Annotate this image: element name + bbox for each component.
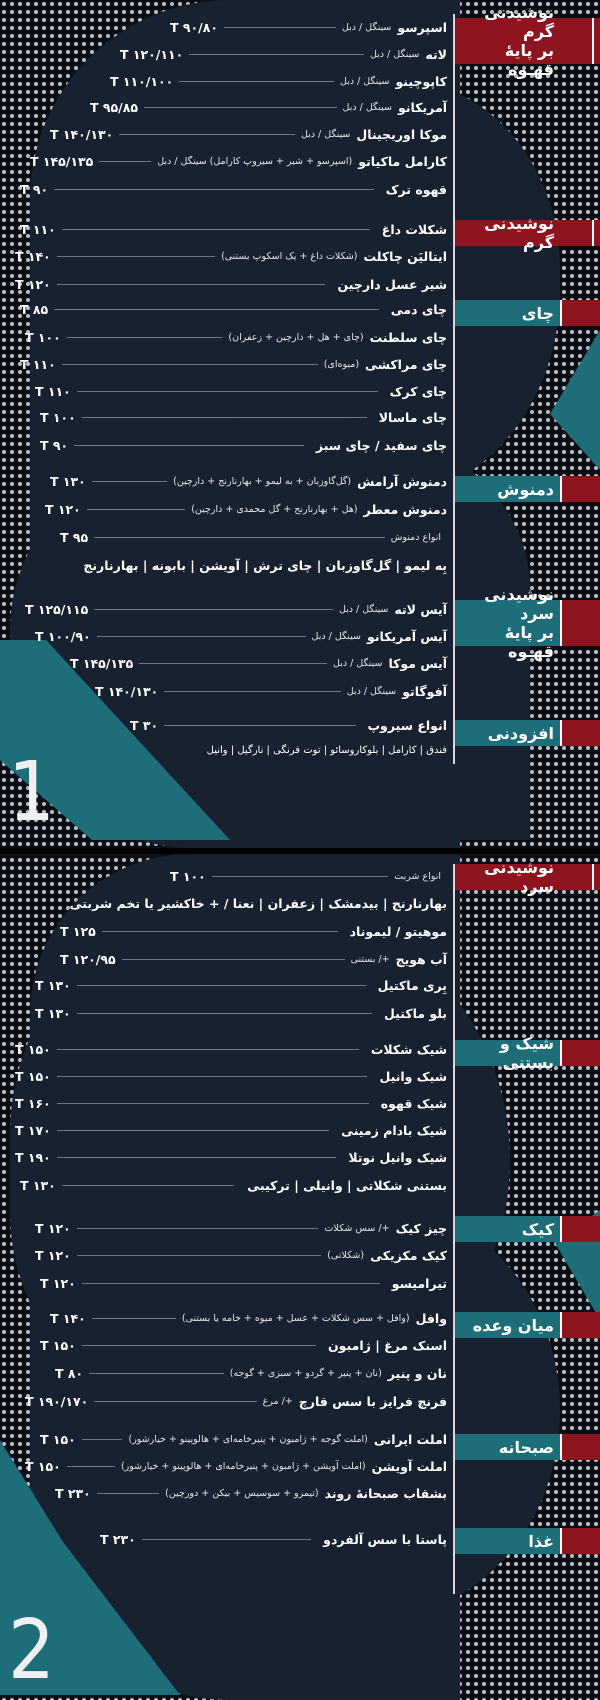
item-name: ایتالیَن چاکلت <box>363 248 447 264</box>
item-name: املت آویشن <box>371 1458 447 1474</box>
item-name: شیک بادام زمینی <box>341 1122 447 1138</box>
item-name: آیس لاته <box>394 601 447 617</box>
item-name: شیک قهوه <box>380 1095 447 1111</box>
item-description: (شکلاتی) <box>327 1249 365 1261</box>
leader-line <box>67 1466 115 1467</box>
menu-item[interactable] <box>50 472 447 490</box>
item-name: فرنچ فرایز با سس قارچ <box>298 1393 447 1409</box>
menu-item[interactable] <box>55 1484 447 1502</box>
category-cake[interactable]: کیک <box>455 1216 600 1242</box>
item-price: T ۱۱۰ <box>35 383 71 399</box>
leader-line <box>164 725 355 726</box>
item-description: (وافل + سس شکلات + عسل + میوه + خامه یا بستنی) <box>181 1312 410 1324</box>
item-price: T ۱۲۰ <box>45 501 81 517</box>
item-description: (نان + پنیر + گردو + سبزی + گوجه) <box>229 1367 382 1379</box>
menu-item[interactable] <box>15 1148 447 1166</box>
menu-item[interactable] <box>15 1094 447 1112</box>
menu-item[interactable] <box>110 72 447 90</box>
item-description: (میوه‌ای) <box>323 358 360 370</box>
item-name: بِری ماکتیل <box>377 977 447 993</box>
leader-line <box>82 1439 123 1440</box>
item-description: انواع دمنوش <box>390 531 441 543</box>
item-price: T ۱۴۰/۱۳۰ <box>95 683 159 699</box>
page-number-2: 2 <box>8 1603 55 1698</box>
item-price: T ۱۲۵ <box>60 923 96 939</box>
leader-line <box>62 229 370 230</box>
menu-item[interactable] <box>35 1004 447 1022</box>
leader-line <box>89 1373 224 1374</box>
item-name: پاستا با سس آلفردو <box>323 1531 447 1547</box>
item-price: T ۱۳۰ <box>50 473 86 489</box>
teal-shape-2 <box>550 330 600 470</box>
item-description: +/ بستنی <box>350 953 390 965</box>
item-price: T ۱۴۵/۱۳۵ <box>30 153 94 169</box>
item-price: T ۹۵ <box>60 529 89 545</box>
menu-item[interactable] <box>15 1121 447 1139</box>
item-description: سینگل / دبل <box>342 101 392 113</box>
item-price: T ۱۵۰ <box>40 1337 76 1353</box>
item-description: سینگل / دبل <box>300 128 351 140</box>
ice-cream-flavors: بستنی شکلاتی | وانیلی | ترکیبی <box>247 1178 447 1193</box>
item-price: T ۱۳۰ <box>35 977 71 993</box>
item-name: چای ماسالا <box>378 409 447 425</box>
category-infusion[interactable]: دمنوش <box>455 476 600 502</box>
leader-line <box>82 417 367 418</box>
menu-item[interactable] <box>90 98 447 116</box>
item-description: (چای + هل + دارچین + زعفران) <box>228 331 364 343</box>
item-description: سینگل / دبل <box>369 48 420 60</box>
item-name: انواع سیروپ <box>367 717 447 733</box>
leader-line <box>189 54 364 55</box>
item-price: T ۱۲۰ <box>35 1247 71 1263</box>
item-name: چای سلطنت <box>369 329 447 345</box>
item-price: T ۲۳۰ <box>100 1531 136 1547</box>
category-addons[interactable]: افزودنی <box>455 720 600 746</box>
menu-item[interactable] <box>15 275 447 293</box>
item-description: سینگل / دبل <box>346 685 397 697</box>
item-name: قهوه ترک <box>385 181 447 197</box>
item-price: T ۱۹۰ <box>15 1149 51 1165</box>
category-cold-coffee[interactable]: نوشیدنی سرد بر پایهٔ قهـوه <box>455 600 600 646</box>
leader-line <box>57 1157 337 1158</box>
item-price: T ۱۲۰ <box>15 276 51 292</box>
item-price: T ۱۴۰ <box>50 1310 86 1326</box>
menu-item[interactable] <box>40 408 447 426</box>
item-name: چای مراکشی <box>365 356 447 372</box>
menu-item[interactable] <box>35 1246 447 1264</box>
leader-line <box>62 364 318 365</box>
category-hot-coffee[interactable]: نوشیدنی گرم بر پایهٔ قهـوه <box>455 18 600 64</box>
leader-line <box>144 107 337 108</box>
menu-item[interactable] <box>130 716 447 734</box>
infusion-flavors: بِه لیمو | گل‌گاوزبان | چای ترش | آویشن | بابونه | بهارنارنج <box>83 558 447 573</box>
leader-line <box>92 481 167 482</box>
item-price: T ۱۰۰ <box>170 868 206 884</box>
item-name: اسپرسو <box>397 19 447 35</box>
leader-line <box>77 1013 372 1014</box>
item-description: سینگل / دبل <box>338 603 389 615</box>
leader-line <box>119 134 295 135</box>
item-name: آفوگاتو <box>402 683 447 699</box>
item-name: دمنوش معطر <box>363 501 447 517</box>
item-name: آب هویج <box>395 951 447 967</box>
item-price: T ۱۵۰ <box>15 1041 51 1057</box>
menu-item[interactable] <box>60 950 447 968</box>
leader-line <box>102 931 338 932</box>
menu-item[interactable] <box>45 500 447 518</box>
item-name: لاته <box>425 46 447 62</box>
item-name: شیک وانیل نوتلا <box>348 1149 447 1165</box>
leader-line <box>139 663 327 664</box>
menu-item[interactable] <box>20 300 447 318</box>
menu-item[interactable] <box>40 1336 447 1354</box>
category-food[interactable]: غذا <box>455 1528 600 1554</box>
menu-item[interactable] <box>95 682 447 700</box>
item-price: T ۱۰۰/۹۰ <box>35 628 91 644</box>
item-name: کارامل ماکیاتو <box>358 153 447 169</box>
menu-item[interactable] <box>20 180 447 198</box>
item-price: T ۱۶۰ <box>15 1095 51 1111</box>
leader-line <box>82 1283 380 1284</box>
menu-item[interactable] <box>50 125 447 143</box>
menu-item[interactable] <box>15 247 447 265</box>
leader-line <box>164 691 341 692</box>
item-name: کاپوچینو <box>395 73 447 89</box>
leader-line <box>57 1103 369 1104</box>
item-description: (املت آویشن + ژامبون + پنیرخامه‌ای + هالوپینو + خیارشور) <box>120 1460 366 1472</box>
item-name: موهیتو / لیموناد <box>349 923 447 939</box>
category-snack[interactable]: میان وعده <box>455 1312 600 1338</box>
item-description: سینگل / دبل <box>311 630 361 642</box>
leader-line <box>87 509 185 510</box>
syrup-flavors: فندق | کارامل | بلوکاروسائو | توت فرنگی | نارگیل | وانیل <box>206 745 447 756</box>
item-price: T ۱۲۰/۹۵ <box>60 951 116 967</box>
leader-line <box>57 284 326 285</box>
item-description: (املت گوجه + ژامبون + پنیرخامه‌ای + هالوپینو + خیارشور) <box>128 1433 368 1445</box>
item-name: بلو ماکتیل <box>383 1005 447 1021</box>
leader-line <box>212 876 389 877</box>
item-price: T ۱۲۵/۱۱۵ <box>25 601 89 617</box>
item-name: املت ایرانی <box>373 1431 447 1447</box>
item-description: سینگل / دبل <box>341 21 392 33</box>
item-name: چای کرک <box>389 383 447 399</box>
item-name: چای سفید / چای سبز <box>315 437 447 453</box>
item-description: +/ مرغ <box>262 1395 293 1407</box>
category-shake[interactable]: شیک و بستنی <box>455 1040 600 1066</box>
item-description: (اسپرسو + شیر + سیروپ کارامل) سینگل / دبل <box>157 155 353 167</box>
item-description: +/ سس شکلات <box>324 1222 390 1234</box>
menu-item[interactable] <box>35 976 447 994</box>
leader-line <box>57 1076 368 1077</box>
item-price: T ۹۰ <box>40 437 69 453</box>
item-price: T ۱۵۰ <box>25 1458 61 1474</box>
item-name: آمریکانو <box>398 99 447 115</box>
leader-line <box>179 81 334 82</box>
item-name: نان و پنیر <box>387 1365 447 1381</box>
item-name: وافل <box>415 1310 447 1326</box>
item-price: T ۹۰/۸۰ <box>170 19 218 35</box>
leader-line <box>94 609 333 610</box>
item-price: T ۱۴۵/۱۳۵ <box>70 655 134 671</box>
drink-flavors: بهارنارنج | بیدمشک | زعفران | نعنا / + خاکشیر یا تخم شربتی <box>69 896 447 911</box>
leader-line <box>122 959 345 960</box>
menu-item[interactable] <box>25 600 447 618</box>
leader-line <box>57 256 215 257</box>
category-tea[interactable]: چای <box>455 300 600 326</box>
item-price: T ۳۰ <box>130 717 159 733</box>
leader-line <box>142 1539 311 1540</box>
menu-item[interactable] <box>35 1219 447 1237</box>
leader-line <box>77 391 378 392</box>
item-price: T ۱۱۰/۱۰۰ <box>110 73 174 89</box>
leader-line <box>224 27 336 28</box>
menu-item[interactable] <box>170 18 447 36</box>
item-description: سینگل / دبل <box>340 75 390 87</box>
menu-item[interactable] <box>25 1457 447 1475</box>
item-price: T ۱۹۰/۱۷۰ <box>25 1393 89 1409</box>
menu-item[interactable] <box>40 1430 447 1448</box>
item-name: اسنک مرغ | ژامبون <box>328 1337 447 1353</box>
item-price: T ۱۴۰ <box>15 248 51 264</box>
leader-line <box>54 309 379 310</box>
leader-line <box>74 445 304 446</box>
menu-item[interactable] <box>20 355 447 373</box>
menu-item[interactable] <box>30 152 447 170</box>
menu-item[interactable] <box>25 328 447 346</box>
leader-line <box>92 1318 176 1319</box>
item-price: T ۱۲۰ <box>40 1275 76 1291</box>
item-price: T ۱۳۰ <box>35 1005 71 1021</box>
item-description: انواع شربت <box>394 870 441 882</box>
item-price: T ۸۵ <box>20 301 49 317</box>
item-price: T ۱۴۰/۱۳۰ <box>50 126 114 142</box>
item-price: T ۱۳۰ <box>20 1177 56 1193</box>
menu-item[interactable] <box>60 922 447 940</box>
leader-line <box>77 1255 321 1256</box>
leader-line <box>57 1130 329 1131</box>
leader-line <box>62 1185 234 1186</box>
item-price: T ۹۰ <box>20 181 49 197</box>
menu-item[interactable] <box>100 1530 447 1548</box>
menu-item[interactable] <box>15 1067 447 1085</box>
menu-item[interactable] <box>120 45 447 63</box>
leader-line <box>67 337 223 338</box>
item-name: بشقاب صبحانهٔ روند <box>324 1485 447 1501</box>
item-name: آیس آمریکانو <box>367 628 447 644</box>
leader-line <box>94 537 385 538</box>
page-divider <box>0 848 600 854</box>
leader-line <box>77 1228 319 1229</box>
leader-line <box>77 985 366 986</box>
item-description: (هل + بهارنارنج + گل محمدی + دارچین) <box>191 503 358 515</box>
item-price: T ۱۲۰/۱۱۰ <box>120 46 184 62</box>
item-price: T ۱۱۰ <box>20 221 56 237</box>
leader-line <box>54 189 374 190</box>
item-name: موکا اوریجینال <box>356 126 447 142</box>
menu-item[interactable] <box>35 627 447 645</box>
item-name: آیس موکا <box>388 655 447 671</box>
leader-line <box>97 1493 159 1494</box>
menu-item[interactable] <box>25 1392 447 1410</box>
menu-item[interactable] <box>40 1274 447 1292</box>
item-description: (تیمرو + سوسیس + بیکن + دورچین) <box>165 1487 319 1499</box>
category-cold[interactable]: نوشیدنی سرد <box>455 864 600 890</box>
item-price: T ۱۷۰ <box>15 1122 51 1138</box>
item-price: T ۸۰ <box>55 1365 84 1381</box>
menu-item[interactable] <box>40 436 447 454</box>
item-name: کیک مکزیکی <box>370 1247 447 1263</box>
leader-line <box>82 1345 316 1346</box>
item-description: سینگل / دبل <box>333 657 383 669</box>
category-breakfast[interactable]: صبحانه <box>455 1434 600 1460</box>
item-name: شکلات داغ <box>381 221 447 237</box>
item-price: T ۱۵۰ <box>40 1431 76 1447</box>
leader-line <box>97 636 306 637</box>
leader-line <box>57 1049 359 1050</box>
item-price: T ۹۵/۸۵ <box>90 99 138 115</box>
item-name: شیک شکلات <box>370 1041 447 1057</box>
item-description: (شکلات داغ + یک اسکوپ بستنی) <box>221 250 358 262</box>
item-name: شیر عسل دارچین <box>337 276 447 292</box>
menu-item[interactable] <box>70 654 447 672</box>
item-name: چای دمی <box>390 301 447 317</box>
item-price: T ۱۰۰ <box>25 329 61 345</box>
category-hot[interactable]: نوشیدنی گرم <box>455 220 600 246</box>
page-number-1: 1 <box>8 745 55 840</box>
menu-item[interactable] <box>35 382 447 400</box>
item-name: چیز کیک <box>395 1220 447 1236</box>
item-name: تیرامیسو <box>391 1275 447 1291</box>
menu-item[interactable] <box>15 1040 447 1058</box>
item-price: T ۱۲۰ <box>35 1220 71 1236</box>
item-price: T ۱۵۰ <box>15 1068 51 1084</box>
menu-item[interactable] <box>20 220 447 238</box>
item-price: T ۲۳۰ <box>55 1485 91 1501</box>
item-name: دمنوش آرامش <box>357 473 447 489</box>
menu-item[interactable] <box>60 528 447 546</box>
item-price: T ۱۰۰ <box>40 409 76 425</box>
leader-line <box>94 1401 256 1402</box>
item-description: (گل‌گاوزبان + به لیمو + بهارنارنج + دارچین) <box>173 475 352 487</box>
menu-item[interactable] <box>55 1364 447 1382</box>
item-price: T ۱۱۰ <box>20 356 56 372</box>
menu-item[interactable] <box>170 867 447 885</box>
leader-line <box>99 161 151 162</box>
ice-cream-price-row[interactable] <box>20 1176 240 1194</box>
item-name: شیک وانیل <box>379 1068 447 1084</box>
menu-item[interactable] <box>50 1309 447 1327</box>
